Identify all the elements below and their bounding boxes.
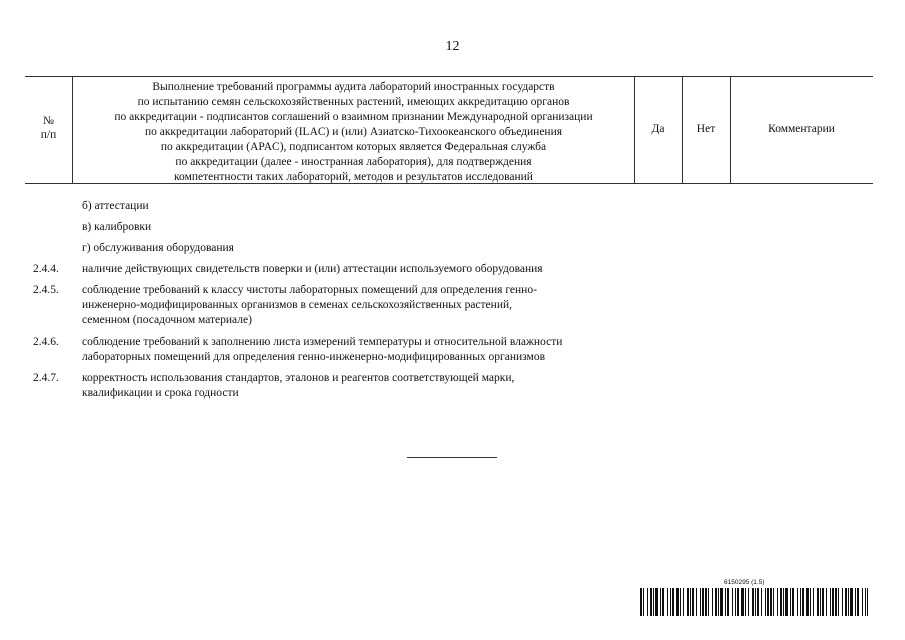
header-requirement-line: по аккредитации - подписантов соглашений о взаимном признании Международной организации	[114, 111, 593, 123]
row-text	[82, 241, 627, 256]
header-requirement-line: по аккредитации лабораторий (ILAC) и (или) Азиатско-Тихоокеанского объединения	[144, 126, 563, 138]
row-text-line: семенном (посадочном материале)	[82, 314, 252, 326]
row-text-line: в) калибровки	[82, 221, 152, 233]
row-number: 2.4.7.	[33, 372, 59, 384]
page-number: 12	[445, 39, 460, 54]
row-text-line: квалификации и срока годности	[82, 387, 239, 399]
row-text	[82, 220, 627, 235]
barcode	[640, 579, 868, 619]
row-text-line: инженерно-модифицированных организмов в семенах сельскохозяйственных растений,	[82, 299, 513, 311]
row-text-line: г) обслуживания оборудования	[82, 242, 234, 254]
row-text-line: соблюдение требований к заполнению листа измерений температуры и относительной влажности	[82, 336, 563, 348]
row-text	[82, 262, 627, 277]
header-comments-column: Комментарии	[768, 123, 835, 135]
barcode-label: 6150295 (1.5)	[724, 579, 765, 586]
row-text-line: б) аттестации	[82, 200, 149, 212]
row-text	[82, 199, 627, 214]
header-yes-column: Да	[651, 123, 665, 135]
row-number: 2.4.6.	[33, 336, 59, 348]
header-no-column: Нет	[696, 123, 716, 135]
header-number-column	[25, 114, 72, 142]
row-text-line: наличие действующих свидетельств поверки и (или) аттестации используемого оборудования	[82, 263, 543, 275]
barcode-bars	[640, 588, 868, 616]
header-requirement-line: Выполнение требований программы аудита лабораторий иностранных государств	[152, 81, 555, 93]
row-text-line: соблюдение требований к классу чистоты лабораторных помещений для определения генно-	[82, 284, 537, 296]
header-requirement-line: по аккредитации (далее - иностранная лаборатория), для подтверждения	[175, 156, 532, 168]
header-requirement-line: по аккредитации (APAC), подписантом которых является Федеральная служба	[160, 141, 547, 153]
column-divider	[72, 76, 73, 183]
row-text-line: корректность использования стандартов, эталонов и реагентов соответствующей марки,	[82, 372, 515, 384]
row-text	[82, 283, 627, 328]
header-top-rule	[25, 76, 873, 77]
header-requirement-line: по испытанию семян сельскохозяйственных растений, имеющих аккредитацию органов	[137, 96, 570, 108]
row-text	[82, 335, 627, 365]
header-requirement-line: компетентности таких лабораторий, методов и результатов исследований	[174, 171, 533, 183]
row-text	[82, 371, 627, 401]
row-text-line: лабораторных помещений для определения генно-инженерно-модифицированных организмов	[82, 351, 546, 363]
header-requirement-column	[76, 80, 631, 185]
header-number-sign: №	[43, 115, 54, 127]
header-number-abbr: п/п	[40, 129, 57, 141]
row-number: 2.4.5.	[33, 284, 59, 296]
row-number: 2.4.4.	[33, 263, 59, 275]
separator-line	[407, 457, 497, 458]
